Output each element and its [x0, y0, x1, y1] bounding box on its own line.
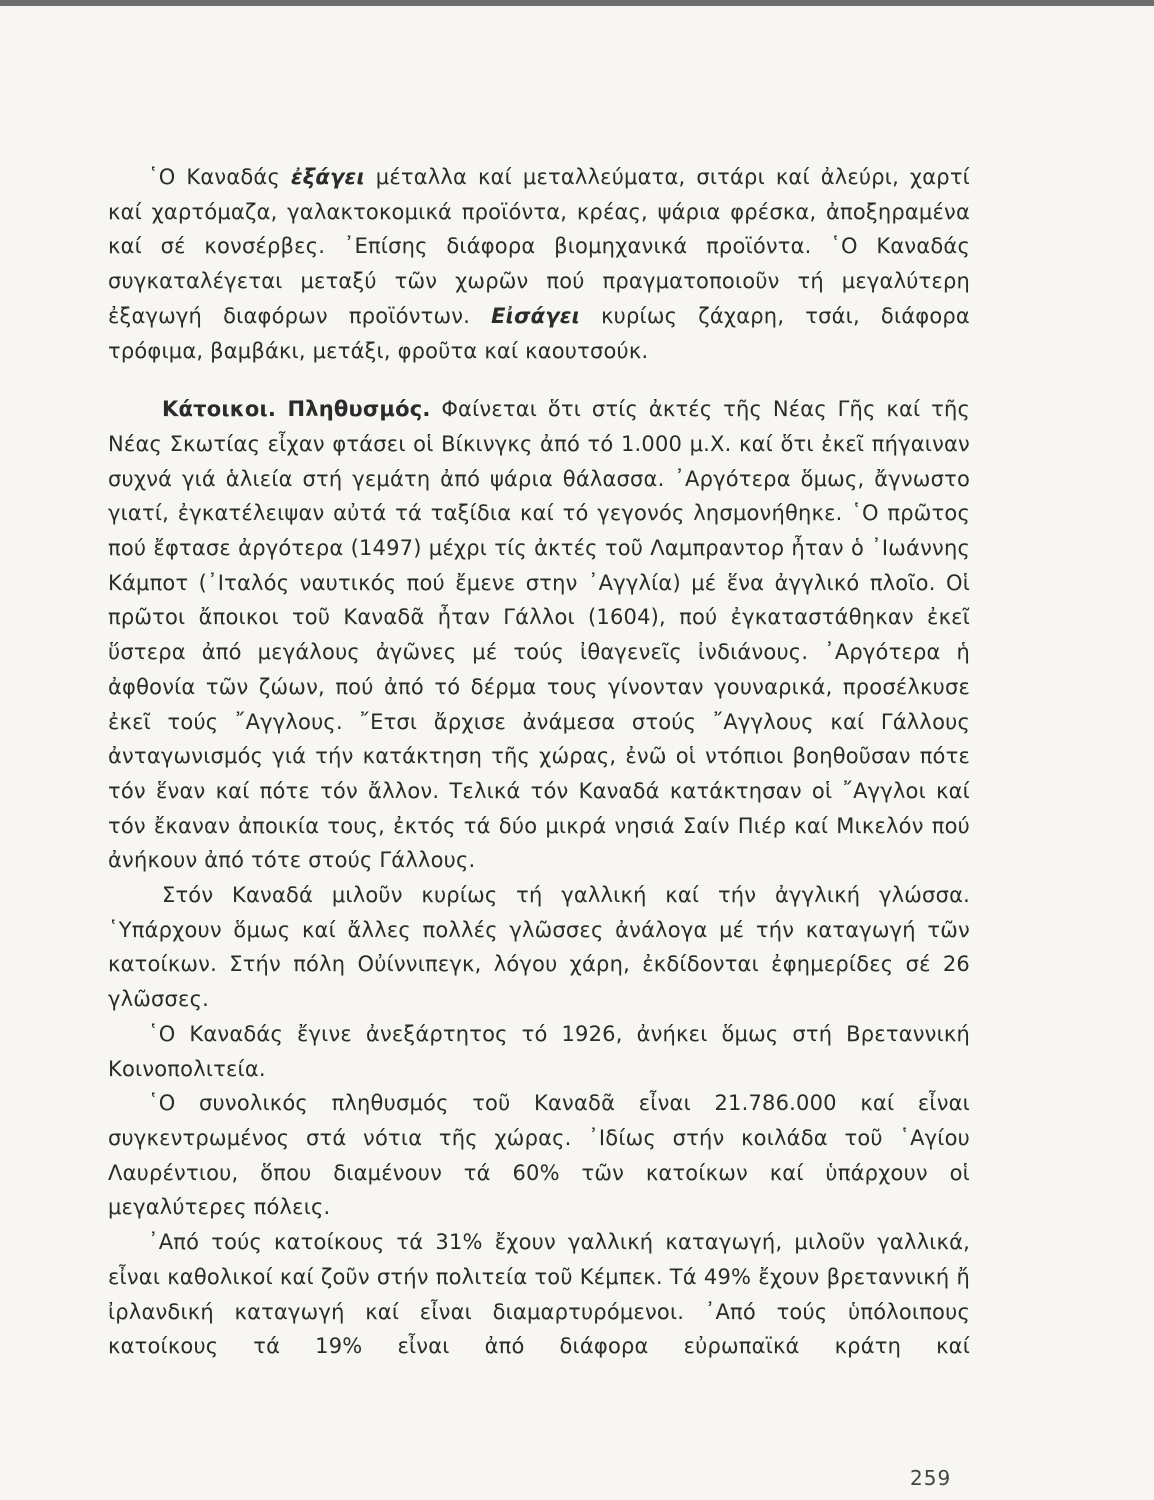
p1-start: ῾Ο Καναδάς	[148, 165, 291, 189]
p1-end: κυρίως ζάχαρη, τσάι, διάφορα τρόφιμα, βαμβάκι, μετάξι, φροῦτα καί καουτσούκ.	[108, 303, 970, 363]
p2-body: Φαίνεται ὅτι στίς ἀκτές τῆς Νέας Γῆς καί τῆς Νέας Σκωτίας εἶχαν φτάσει οἱ Βίκινγκς ἀπό τό 1.000 μ.Χ. καί ὅτι ἐκεῖ πήγαιναν συχνά γιά ἁλιεία στή γεμάτη ἀπό ψάρια θάλασσα. ᾿Αργότερα ὅμως, ἄγνωστο γιατί, ἐγκατέλειψαν αὐτά τά ταξίδια καί τό γεγονός λησμονήθηκε. ῾Ο πρῶτος πού ἔφτασε ἀργότερα (1497) μέχρι τίς ἀκτές τοῦ Λαμπραντορ ἦταν ὁ ᾿Ιωάννης Κάμποτ (᾿Ιταλός ναυτικός πού ἔμενε στην ᾿Αγγλία) μέ ἕνα ἀγγλικό πλοῖο. Οἱ πρῶτοι ἄποικοι τοῦ Καναδᾶ ἦταν Γάλλοι (1604), πού ἐγκαταστάθηκαν ἐκεῖ ὕστερα ἀπό μεγάλους ἀγῶνες μέ τούς ἰθαγενεῖς ἰνδιάνους. ᾿Αργότερα ἡ ἀφθονία τῶν ζώων, πού ἀπό τό δέρμα τους γίνονταν γουναρικά, προσέλκυσε ἐκεῖ τούς ῎Αγγλους. ῎Ετσι ἄρχισε ἀνάμεσα στούς ῎Αγγλους καί Γάλλους ἀνταγωνισμός γιά τήν κατάκτηση τῆς χώρας, ἐνῶ οἱ ντόπιοι βοηθοῦσαν πότε τόν ἕναν καί πότε τόν ἄλλον. Τελικά τόν Καναδά κατάκτησαν οἱ ῎Αγγλοι καί τόν ἔκαναν ἀποικία τους, ἐκτός τά δύο μικρά νησιά Σαίν Πιέρ καί Μικελόν πού ἀνήκουν ἀπό τότε στούς Γάλλους.	[108, 397, 970, 873]
paragraph-exports-imports	[108, 160, 970, 368]
p1-mid: μέταλλα καί μεταλλεύματα, σιτάρι καί ἀλεύρι, χαρτί καί χαρτόμαζα, γαλακτοκομικά προϊόντα, κρέας, ψάρια φρέσκα, ἀποξηραμένα καί σέ κονσέρβες. ᾿Επίσης διάφορα βιομηχανικά προϊόντα. ῾Ο Καναδάς συγκαταλέγεται μεταξύ τῶν χωρῶν πού πραγματοποιοῦν τή μεγαλύτερη ἐξαγωγή διαφόρων προϊόντων.	[108, 165, 970, 328]
section-heading-inhabitants: Κάτοικοι. Πληθυσμός.	[162, 397, 431, 422]
paragraph-origins	[108, 1225, 970, 1364]
keyword-exports: ἐξάγει	[290, 165, 365, 189]
p5-text: ῾Ο συνολικός πληθυσμός τοῦ Καναδᾶ εἶναι 21.786.000 καί εἶναι συγκεντρωμένος στά νότια τῆς χώρας. ᾿Ιδίως στήν κοιλάδα τοῦ ῾Αγίου Λαυρέντιου, ὅπου διαμένουν τά 60% τῶν κατοίκων καί ὑπάρχουν οἱ μεγαλύτερες πόλεις.	[108, 1091, 970, 1220]
p6-text: ᾿Από τούς κατοίκους τά 31% ἔχουν γαλλική καταγωγή, μιλοῦν γαλλικά, εἶναι καθολικοί καί ζοῦν στήν πολιτεία τοῦ Κέμπεκ. Τά 49% ἔχουν βρεταννική ἤ ἰρλανδική καταγωγή καί εἶναι διαμαρτυρόμενοι. ᾿Από τούς ὑπόλοιπους κατοίκους τά 19% εἶναι ἀπό διάφορα εὐρωπαϊκά κράτη καί	[108, 1230, 970, 1359]
p4-text: ῾Ο Καναδάς ἔγινε ἀνεξάρτητος τό 1926, ἀνήκει ὅμως στή Βρεταννική Κοινοπολιτεία.	[108, 1021, 970, 1081]
top-edge-rule	[0, 0, 1154, 6]
page-body	[108, 150, 970, 1364]
keyword-imports: Εἰσάγει	[491, 303, 581, 328]
paragraph-independence	[108, 1017, 970, 1086]
paragraph-population	[108, 1086, 970, 1225]
paragraph-languages	[108, 878, 970, 1017]
paragraph-inhabitants-history	[108, 392, 970, 878]
page-number: 259	[910, 1466, 952, 1490]
p3-text: Στόν Καναδά μιλοῦν κυρίως τή γαλλική καί τήν ἀγγλική γλώσσα. ῾Υπάρχουν ὅμως καί ἄλλες πολλές γλῶσσες ἀνάλογα μέ τήν καταγωγή τῶν κατοίκων. Στήν πόλη Οὐίννιπεγκ, λόγου χάρη, ἐκδίδονται ἐφημερίδες σέ 26 γλῶσσες.	[108, 883, 970, 1012]
